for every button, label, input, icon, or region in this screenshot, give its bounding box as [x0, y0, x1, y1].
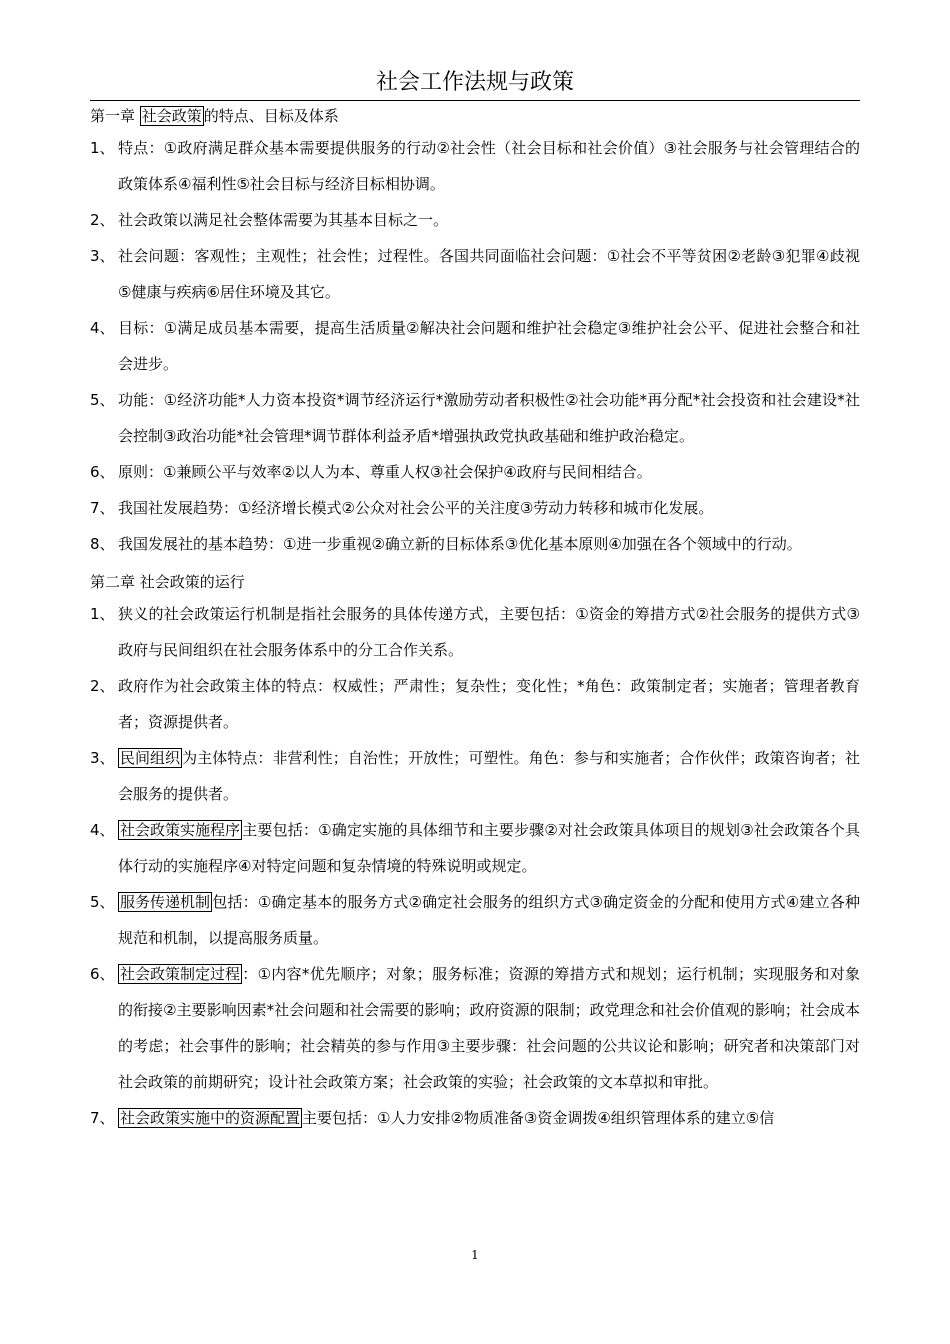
item-text: 特点：①政府满足群众基本需要提供服务的行动②社会性（社会目标和社会价值）③社会服务与社会管理结合的政策体系④福利性⑤社会目标与经济目标相协调。 — [118, 139, 860, 193]
list-item — [90, 956, 860, 1100]
chapter-1-prefix: 第一章 — [90, 107, 140, 125]
list-item — [90, 596, 860, 668]
item-text: 主要包括：①人力安排②物质准备③资金调拨④组织管理体系的建立⑤信 — [302, 1109, 775, 1127]
list-item — [90, 490, 860, 526]
item-text: 我国社发展趋势：①经济增长模式②公众对社会公平的关注度③劳动力转移和城市化发展。 — [118, 499, 714, 517]
list-item — [90, 310, 860, 382]
item-text: 为主体特点：非营利性；自治性；开放性；可塑性。角色：参与和实施者；合作伙伴；政策咨询者；社会服务的提供者。 — [118, 749, 860, 803]
item-number: 2、 — [90, 211, 115, 229]
list-item — [90, 740, 860, 812]
list-item — [90, 526, 860, 562]
list-item — [90, 884, 860, 956]
boxed-term: 服务传递机制 — [120, 893, 211, 911]
chapter-2-heading: 第二章 社会政策的运行 — [90, 573, 245, 591]
item-text: 目标：①满足成员基本需要，提高生活质量②解决社会问题和维护社会稳定③维护社会公平、促进社会整合和社会进步。 — [118, 319, 860, 373]
item-text: 社会问题：客观性；主观性；社会性；过程性。各国共同面临社会问题：①社会不平等贫困②老龄③犯罪④歧视⑤健康与疾病⑥居住环境及其它。 — [118, 247, 860, 301]
list-item — [90, 238, 860, 310]
item-text: 我国发展社的基本趋势：①进一步重视②确立新的目标体系③优化基本原则④加强在各个领域中的行动。 — [118, 535, 802, 553]
item-number: 7、 — [90, 499, 115, 517]
list-item — [90, 382, 860, 454]
list-item — [90, 812, 860, 884]
item-text: 包括：①确定基本的服务方式②确定社会服务的组织方式③确定资金的分配和使用方式④建立各种规范和机制，以提高服务质量。 — [118, 893, 860, 947]
item-number: 1、 — [90, 139, 115, 157]
item-number: 3、 — [90, 749, 115, 767]
list-item — [90, 202, 860, 238]
chapter-1-suffix: 的特点、目标及体系 — [203, 107, 339, 125]
item-number: 6、 — [90, 965, 115, 983]
item-number: 1、 — [90, 605, 115, 623]
document-body — [90, 102, 860, 1136]
item-text: ：①内容*优先顺序；对象；服务标准；资源的筹措方式和规划；运行机制；实现服务和对象的衔接②主要影响因素*社会问题和社会需要的影响；政府资源的限制；政党理念和社会价值观的影响；社会成本的考虑；社会事件的影响；社会精英的参与作用③主要步骤：社会问题的公共议论和影响；研究者和决策部门对社会政策的前期研究；设计社会政策方案；社会政策的实验；社会政策的文本草拟和审批。 — [118, 965, 860, 1091]
item-text: 原则：①兼顾公平与效率②以人为本、尊重人权③社会保护④政府与民间相结合。 — [118, 463, 652, 481]
chapter-1-boxed-term: 社会政策 — [141, 107, 202, 125]
item-text: 社会政策以满足社会整体需要为其基本目标之一。 — [118, 211, 449, 229]
item-number: 5、 — [90, 893, 115, 911]
chapter-1-heading — [90, 102, 860, 130]
item-number: 4、 — [90, 821, 115, 839]
list-item — [90, 454, 860, 490]
item-number: 2、 — [90, 677, 115, 695]
list-item — [90, 130, 860, 202]
item-text: 主要包括：①确定实施的具体细节和主要步骤②对社会政策具体项目的规划③社会政策各个具体行动的实施程序④对特定问题和复杂情境的特殊说明或规定。 — [118, 821, 860, 875]
item-number: 6、 — [90, 463, 115, 481]
list-item — [90, 1100, 860, 1136]
document-title: 社会工作法规与政策 — [375, 70, 574, 95]
boxed-term: 社会政策制定过程 — [120, 965, 241, 983]
item-text: 狭义的社会政策运行机制是指社会服务的具体传递方式，主要包括：①资金的筹措方式②社会服务的提供方式③政府与民间组织在社会服务体系中的分工合作关系。 — [118, 605, 860, 659]
item-text: 功能：①经济功能*人力资本投资*调节经济运行*激励劳动者积极性②社会功能*再分配*社会投资和社会建设*社会控制③政治功能*社会管理*调节群体利益矛盾*增强执政党执政基础和维护政治稳定。 — [118, 391, 860, 445]
item-number: 5、 — [90, 391, 115, 409]
item-number: 7、 — [90, 1109, 115, 1127]
item-number: 4、 — [90, 319, 115, 337]
item-number: 3、 — [90, 247, 115, 265]
boxed-term: 社会政策实施程序 — [120, 821, 241, 839]
item-number: 8、 — [90, 535, 115, 553]
boxed-term: 社会政策实施中的资源配置 — [120, 1109, 301, 1127]
item-text: 政府作为社会政策主体的特点：权威性；严肃性；复杂性；变化性；*角色：政策制定者；实施者；管理者教育者；资源提供者。 — [118, 677, 860, 731]
boxed-term: 民间组织 — [120, 749, 181, 767]
page-number: 1 — [471, 1248, 479, 1262]
list-item — [90, 668, 860, 740]
title-underline — [90, 100, 860, 101]
